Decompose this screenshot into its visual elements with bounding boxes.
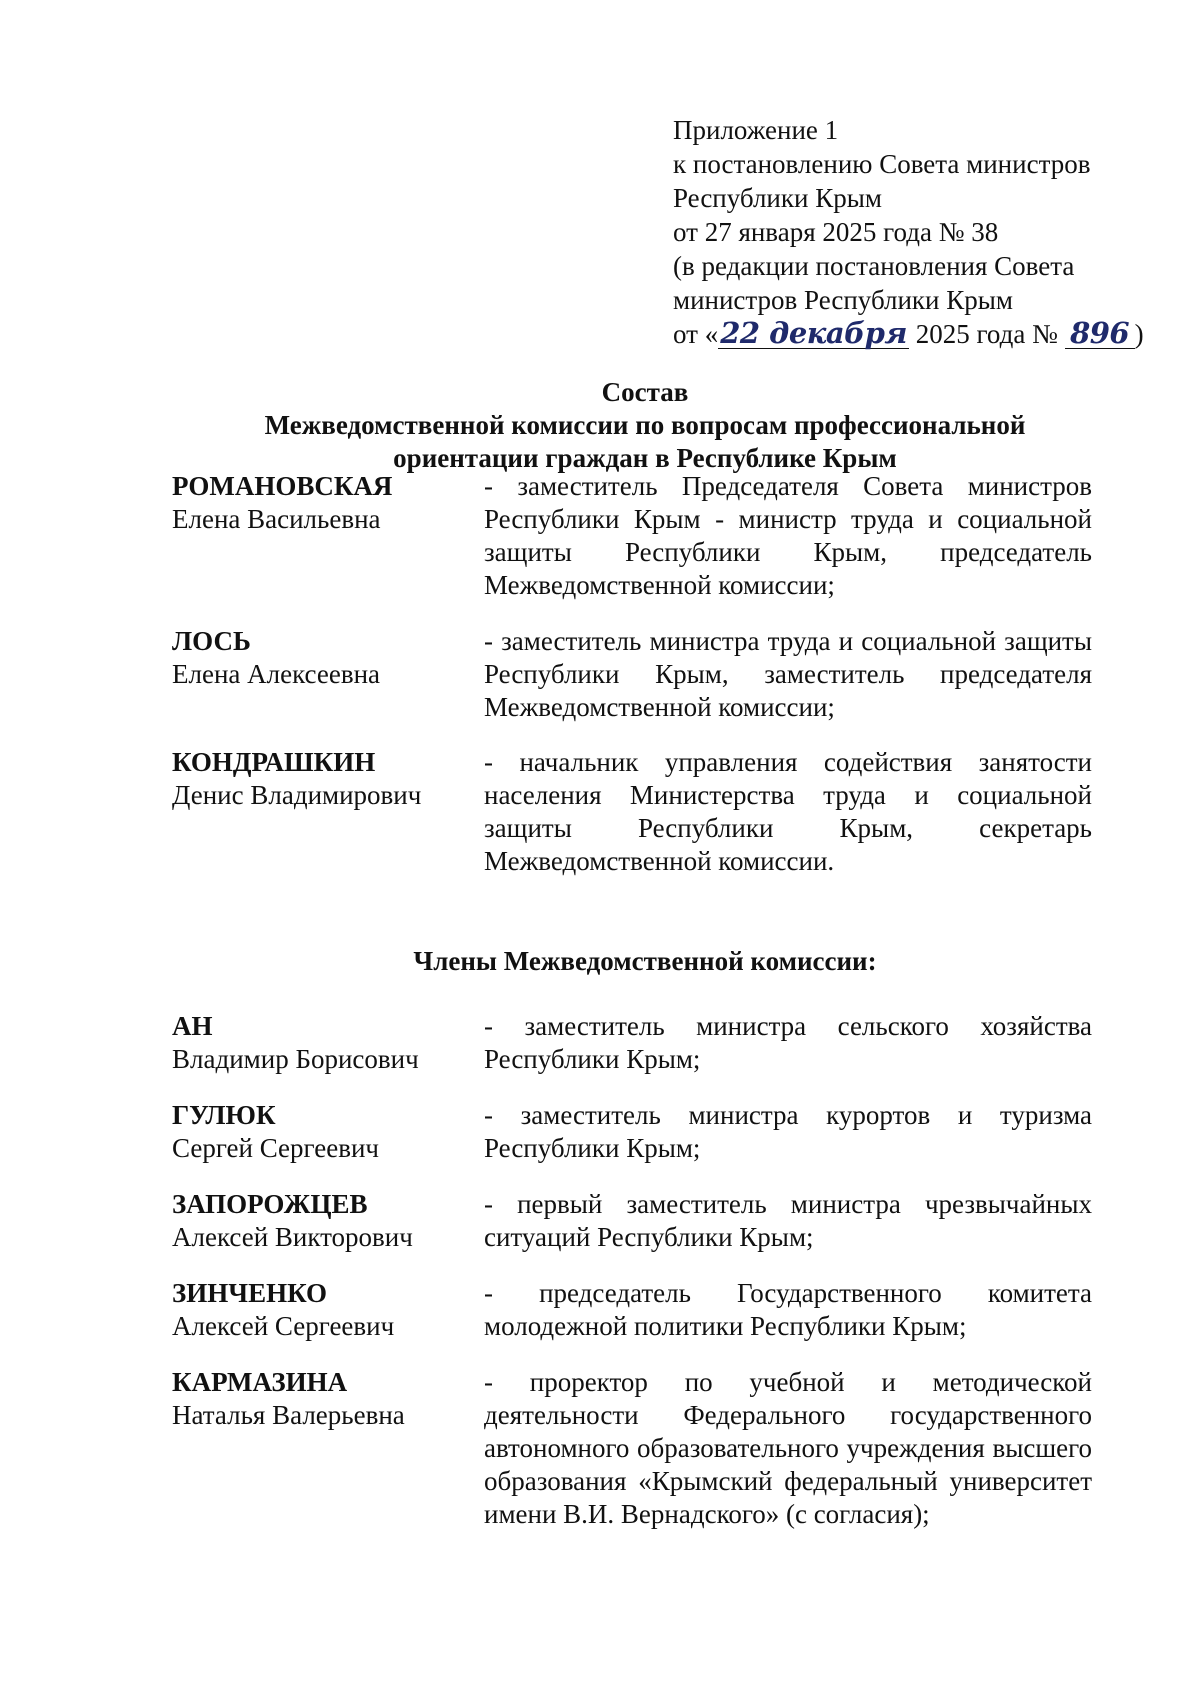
member-surname: КОНДРАШКИН	[172, 747, 376, 777]
member-surname: ГУЛЮК	[172, 1100, 276, 1130]
member-name	[172, 1366, 462, 1432]
member-name	[172, 1099, 462, 1165]
year-label: 2025 года №	[909, 319, 1065, 349]
member-surname: АН	[172, 1011, 213, 1041]
member-position: - заместитель Председателя Совета министров Республики Крым - министр труда и социальной защиты Республики Крым, председатель Межведомственной комиссии;	[484, 471, 1092, 600]
member-surname: ЛОСЬ	[172, 626, 251, 656]
member-surname: РОМАНОВСКАЯ	[172, 471, 393, 501]
title-line: Межведомственной комиссии по вопросам профессиональной	[264, 410, 1026, 440]
amendment-date-line	[673, 317, 1143, 351]
member-position: - заместитель министра курортов и туризма Республики Крым;	[484, 1100, 1092, 1163]
appendix-line: к постановлению Совета министров	[673, 149, 1091, 179]
member-given-names: Денис Владимирович	[172, 780, 422, 810]
member-position: - первый заместитель министра чрезвычайных ситуаций Республики Крым;	[484, 1189, 1092, 1252]
handwritten-number: 896	[1065, 318, 1135, 349]
appendix-line: Приложение 1	[673, 115, 839, 145]
member-given-names: Алексей Сергеевич	[172, 1311, 395, 1341]
date-prefix: от «	[673, 319, 719, 349]
member-position: - заместитель министра труда и социальной защиты Республики Крым, заместитель председателя Межведомственной комиссии;	[484, 626, 1092, 722]
member-position: - начальник управления содействия занятости населения Министерства труда и социальной защиты Республики Крым, секретарь Межведомственной комиссии.	[484, 747, 1092, 876]
title-line: Состав	[601, 377, 689, 407]
member-position: - председатель Государственного комитета молодежной политики Республики Крым;	[484, 1278, 1092, 1341]
member-position: - заместитель министра сельского хозяйства Республики Крым;	[484, 1011, 1092, 1074]
member-surname: ЗАПОРОЖЦЕВ	[172, 1189, 368, 1219]
member-given-names: Елена Алексеевна	[172, 659, 380, 689]
closing-paren: )	[1134, 319, 1144, 349]
member-given-names: Наталья Валерьевна	[172, 1400, 405, 1430]
member-surname: ЗИНЧЕНКО	[172, 1278, 327, 1308]
member-given-names: Алексей Викторович	[172, 1222, 413, 1252]
member-given-names: Елена Васильевна	[172, 504, 381, 534]
appendix-line: министров Республики Крым	[673, 285, 1013, 315]
member-name	[172, 746, 462, 812]
member-name	[172, 1277, 462, 1343]
appendix-line: (в редакции постановления Совета	[673, 251, 1075, 281]
member-given-names: Сергей Сергеевич	[172, 1133, 380, 1163]
member-name	[172, 1010, 462, 1076]
appendix-line: от 27 января 2025 года № 38	[673, 217, 999, 247]
member-position: - проректор по учебной и методической деятельности Федерального государственного автономного образовательного учреждения высшего образования «Крымский федеральный университет имени В.И. Вернадского» (с согласия);	[484, 1367, 1092, 1529]
document-title	[170, 376, 1120, 475]
member-surname: КАРМАЗИНА	[172, 1367, 348, 1397]
members-heading: Члены Межведомственной комиссии:	[413, 946, 877, 976]
appendix-line: Республики Крым	[673, 183, 882, 213]
member-name	[172, 1188, 462, 1254]
member-given-names: Владимир Борисович	[172, 1044, 419, 1074]
appendix-header	[673, 113, 1143, 351]
title-line: ориентации граждан в Республике Крым	[393, 443, 897, 473]
handwritten-date: 22 декабря	[720, 316, 907, 350]
member-name	[172, 470, 462, 536]
member-name	[172, 625, 462, 691]
